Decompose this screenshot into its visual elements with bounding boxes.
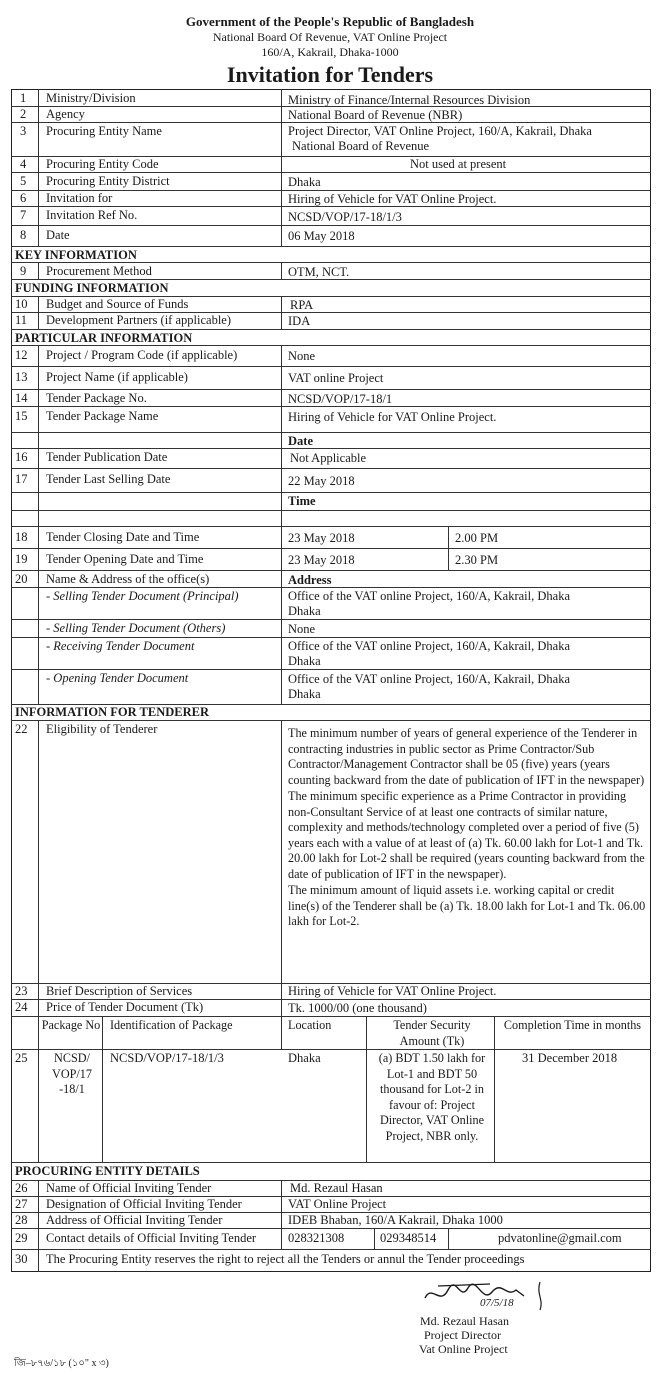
row-divider bbox=[11, 570, 651, 571]
signatory-project: Vat Online Project bbox=[419, 1342, 508, 1356]
row-number: 3 bbox=[20, 124, 27, 138]
col-divider bbox=[366, 1016, 367, 1162]
row-number: 24 bbox=[15, 1000, 28, 1014]
row-value: Tk. 1000/00 (one thousand) bbox=[288, 1001, 427, 1015]
row-value: None bbox=[288, 349, 316, 363]
row-time: 2.00 PM bbox=[455, 531, 499, 545]
security-header: Tender Security Amount (Tk) bbox=[393, 1018, 471, 1048]
office-address-line2: Dhaka bbox=[288, 604, 321, 618]
office-address: None bbox=[288, 622, 316, 636]
row-label: Brief Description of Services bbox=[46, 984, 193, 998]
row-divider bbox=[11, 526, 651, 527]
row-label: Address of Official Inviting Tender bbox=[46, 1213, 223, 1227]
row-value: 22 May 2018 bbox=[288, 474, 355, 488]
col-divider bbox=[281, 89, 282, 246]
row-value: 06 May 2018 bbox=[288, 229, 355, 243]
row-value-line2: National Board of Revenue bbox=[292, 139, 430, 153]
row-divider bbox=[11, 468, 651, 469]
row-label: Tender Package No. bbox=[46, 391, 147, 405]
row-value: Not Applicable bbox=[290, 451, 367, 465]
package-identification: NCSD/VOP/17-18/1/3 bbox=[110, 1051, 224, 1065]
col-divider bbox=[281, 262, 282, 279]
row-value: IDEB Bhaban, 160/A Kakrail, Dhaka 1000 bbox=[288, 1213, 503, 1227]
col-divider bbox=[38, 296, 39, 329]
row-number: 2 bbox=[20, 107, 27, 121]
tender-security: (a) BDT 1.50 lakh for Lot-1 and BDT 50 thousand for Lot-2 in favour of: Project Director, VAT Online Project, NBR only. bbox=[378, 1051, 486, 1143]
contact-email: pdvatonline@gmail.com bbox=[498, 1231, 622, 1245]
row-number: 14 bbox=[15, 391, 28, 405]
row-number: 9 bbox=[20, 264, 27, 278]
row-divider bbox=[11, 1049, 651, 1050]
row-divider bbox=[11, 1228, 651, 1229]
eligibility-paragraph: The minimum specific experience as a Prime Contractor in providing non-Consultant Service of at least one contracts of similar nature, complexity and methods/technology completed over a period of five (5) years each with a value of at least of (a) Tk. 60.00 lakh for Lot-1 and Tk. 20.00 lakh for Lot-2 shall be required (years counting backward from the date of publication of IFT in the newspaper). bbox=[288, 789, 645, 881]
row-number: 22 bbox=[15, 722, 28, 736]
section-heading: PROCURING ENTITY DETAILS bbox=[15, 1164, 200, 1178]
col-divider bbox=[38, 345, 39, 704]
row-divider bbox=[11, 637, 651, 638]
row-divider bbox=[11, 492, 651, 493]
page-title: Invitation for Tenders bbox=[226, 62, 434, 87]
row-label: Tender Opening Date and Time bbox=[46, 552, 204, 566]
section-heading: INFORMATION FOR TENDERER bbox=[15, 705, 209, 719]
package-no: NCSD/ VOP/17 -18/1 bbox=[52, 1051, 92, 1096]
signature-date: 07/5/18 bbox=[480, 1297, 514, 1309]
row-label: Invitation for bbox=[46, 191, 113, 205]
col-divider bbox=[38, 720, 39, 1162]
row-number: 6 bbox=[20, 191, 27, 205]
row-label: Development Partners (if applicable) bbox=[46, 313, 231, 327]
agency-header: National Board Of Revenue, VAT Online Project bbox=[212, 30, 448, 44]
row-number: 27 bbox=[15, 1197, 28, 1211]
col-divider bbox=[281, 296, 282, 329]
office-label: - Selling Tender Document (Principal) bbox=[46, 589, 239, 603]
row-value: Ministry of Finance/Internal Resources Division bbox=[288, 93, 531, 107]
row-label: Procuring Entity Name bbox=[46, 124, 162, 138]
row-number: 19 bbox=[15, 552, 28, 566]
row-label: Invitation Ref No. bbox=[46, 208, 138, 222]
eligibility-paragraph: The minimum number of years of general experience of the Tenderer in contracting industries in public sector as Prime Contractor/Sub Contractor/Management Contractor shall be 05 (five) years (years counting backward from the date of publication of IFT in the newspaper) bbox=[288, 726, 645, 787]
row-number: 18 bbox=[15, 530, 28, 544]
office-label: - Receiving Tender Document bbox=[46, 639, 195, 653]
completion-header: Completion Time in months bbox=[503, 1018, 642, 1032]
row-value: Not used at present bbox=[410, 157, 507, 171]
col-divider bbox=[38, 1180, 39, 1272]
col-divider bbox=[281, 345, 282, 704]
col-divider bbox=[448, 526, 449, 570]
row-divider bbox=[11, 510, 651, 511]
row-number: 10 bbox=[15, 297, 28, 311]
row-number: 7 bbox=[20, 208, 27, 222]
col-divider bbox=[281, 1180, 282, 1249]
package-no-header: Package No bbox=[41, 1018, 101, 1032]
row-label: Price of Tender Document (Tk) bbox=[46, 1000, 204, 1014]
row-label: Tender Closing Date and Time bbox=[46, 530, 200, 544]
row-divider bbox=[11, 1016, 651, 1017]
row-divider bbox=[11, 432, 651, 433]
identification-header: Identification of Package bbox=[110, 1018, 233, 1032]
row-number: 5 bbox=[20, 174, 27, 188]
row-label: Budget and Source of Funds bbox=[46, 297, 189, 311]
row-label: Contact details of Official Inviting Tender bbox=[46, 1231, 257, 1245]
col-divider bbox=[102, 1016, 103, 1162]
office-label: - Selling Tender Document (Others) bbox=[46, 621, 226, 635]
package-location: Dhaka bbox=[288, 1051, 321, 1065]
government-header: Government of the People's Republic of Bangladesh bbox=[185, 14, 475, 29]
footer-code: জি–৮৭৬/১৮ (১০" x ৩) bbox=[14, 1358, 109, 1369]
row-divider bbox=[11, 720, 651, 721]
row-value: IDA bbox=[288, 314, 311, 328]
address-header: 160/A, Kakrail, Dhaka-1000 bbox=[261, 45, 399, 59]
row-value: Hiring of Vehicle for VAT Online Project. bbox=[288, 984, 497, 998]
row-label: Tender Publication Date bbox=[46, 450, 168, 464]
row-number: 8 bbox=[20, 228, 27, 242]
row-divider bbox=[11, 448, 651, 449]
row-divider bbox=[11, 329, 651, 330]
col-divider bbox=[281, 720, 282, 1049]
office-label: - Opening Tender Document bbox=[46, 671, 189, 685]
row-value: National Board of Revenue (NBR) bbox=[288, 108, 463, 122]
section-heading: FUNDING INFORMATION bbox=[15, 281, 169, 295]
row-number: 23 bbox=[15, 984, 28, 998]
completion-time: 31 December 2018 bbox=[522, 1051, 618, 1065]
row-divider bbox=[11, 669, 651, 670]
row-number: 15 bbox=[15, 409, 28, 423]
office-address: Office of the VAT online Project, 160/A, Kakrail, Dhaka bbox=[288, 639, 571, 653]
office-address: Office of the VAT online Project, 160/A, Kakrail, Dhaka bbox=[288, 672, 571, 686]
office-address-line2: Dhaka bbox=[288, 654, 321, 668]
row-label: Tender Last Selling Date bbox=[46, 472, 171, 486]
row-label: Name of Official Inviting Tender bbox=[46, 1181, 212, 1195]
row-number: 26 bbox=[15, 1181, 28, 1195]
row-divider bbox=[11, 246, 651, 247]
date-heading: Date bbox=[288, 434, 313, 448]
row-label: Ministry/Division bbox=[46, 91, 136, 105]
row-value: Md. Rezaul Hasan bbox=[290, 1181, 383, 1195]
row-time: 2.30 PM bbox=[455, 553, 499, 567]
signatory-designation: Project Director bbox=[424, 1328, 501, 1342]
row-divider bbox=[11, 366, 651, 367]
row-divider bbox=[11, 389, 651, 390]
row-value: VAT Online Project bbox=[288, 1197, 387, 1211]
row-number: 30 bbox=[15, 1252, 28, 1266]
time-heading: Time bbox=[288, 494, 316, 508]
row-value: OTM, NCT. bbox=[288, 265, 350, 279]
row-value: 23 May 2018 bbox=[288, 531, 355, 545]
row-label: Name & Address of the office(s) bbox=[46, 572, 210, 586]
row-value: Hiring of Vehicle for VAT Online Project. bbox=[288, 410, 497, 424]
row-divider bbox=[11, 1162, 651, 1163]
row-value: NCSD/VOP/17-18/1/3 bbox=[288, 210, 402, 224]
eligibility-criteria bbox=[288, 726, 646, 931]
col-divider bbox=[374, 1228, 375, 1249]
eligibility-paragraph: The minimum amount of liquid assets i.e. working capital or credit line(s) of the Tenderer shall be (a) Tk. 18.00 lakh for Lot-1 and Tk. 06.00 lakh for Lot-2. bbox=[288, 883, 646, 928]
office-address-line2: Dhaka bbox=[288, 687, 321, 701]
col-divider bbox=[494, 1016, 495, 1162]
reserve-statement: The Procuring Entity reserves the right to reject all the Tenders or annul the Tender proceedings bbox=[46, 1252, 525, 1266]
row-label: Procuring Entity District bbox=[46, 174, 170, 188]
row-label: Eligibility of Tenderer bbox=[46, 722, 158, 736]
row-label: Designation of Official Inviting Tender bbox=[46, 1197, 242, 1211]
address-heading: Address bbox=[288, 573, 332, 587]
row-number: 4 bbox=[20, 157, 27, 171]
row-value: VAT online Project bbox=[288, 371, 384, 385]
row-label: Procuring Entity Code bbox=[46, 157, 159, 171]
row-value: NCSD/VOP/17-18/1 bbox=[288, 392, 393, 406]
row-number: 12 bbox=[15, 348, 28, 362]
row-label: Tender Package Name bbox=[46, 409, 159, 423]
row-label: Procurement Method bbox=[46, 264, 152, 278]
row-number: 16 bbox=[15, 450, 28, 464]
row-number: 13 bbox=[15, 370, 28, 384]
row-divider bbox=[11, 1249, 651, 1250]
row-divider bbox=[11, 548, 651, 549]
row-number: 17 bbox=[15, 472, 28, 486]
col-divider bbox=[38, 262, 39, 279]
row-value: Hiring of Vehicle for VAT Online Project. bbox=[288, 192, 497, 206]
row-value: Dhaka bbox=[288, 175, 321, 189]
location-header: Location bbox=[288, 1018, 332, 1032]
row-label: Date bbox=[46, 228, 70, 242]
row-divider bbox=[11, 619, 651, 620]
row-number: 29 bbox=[15, 1231, 28, 1245]
row-value: 23 May 2018 bbox=[288, 553, 355, 567]
row-divider bbox=[11, 172, 651, 173]
row-number: 28 bbox=[15, 1213, 28, 1227]
office-address: Office of the VAT online Project, 160/A, Kakrail, Dhaka bbox=[288, 589, 571, 603]
row-divider bbox=[11, 225, 651, 226]
row-label: Project / Program Code (if applicable) bbox=[46, 348, 238, 362]
col-divider bbox=[448, 1228, 449, 1249]
row-number: 11 bbox=[15, 313, 28, 327]
contact-phone: 029348514 bbox=[380, 1231, 437, 1245]
row-label: Agency bbox=[46, 107, 85, 121]
contact-phone: 028321308 bbox=[288, 1231, 345, 1245]
row-number: 1 bbox=[20, 91, 27, 105]
row-number: 20 bbox=[15, 572, 28, 586]
col-divider bbox=[38, 89, 39, 246]
row-value: Project Director, VAT Online Project, 160/A, Kakrail, Dhaka bbox=[288, 124, 592, 138]
row-value: RPA bbox=[290, 298, 314, 312]
signatory-name: Md. Rezaul Hasan bbox=[420, 1314, 509, 1328]
section-heading: PARTICULAR INFORMATION bbox=[15, 331, 193, 345]
row-number: 25 bbox=[15, 1051, 28, 1065]
row-label: Project Name (if applicable) bbox=[46, 370, 188, 384]
section-heading: KEY INFORMATION bbox=[15, 248, 137, 262]
